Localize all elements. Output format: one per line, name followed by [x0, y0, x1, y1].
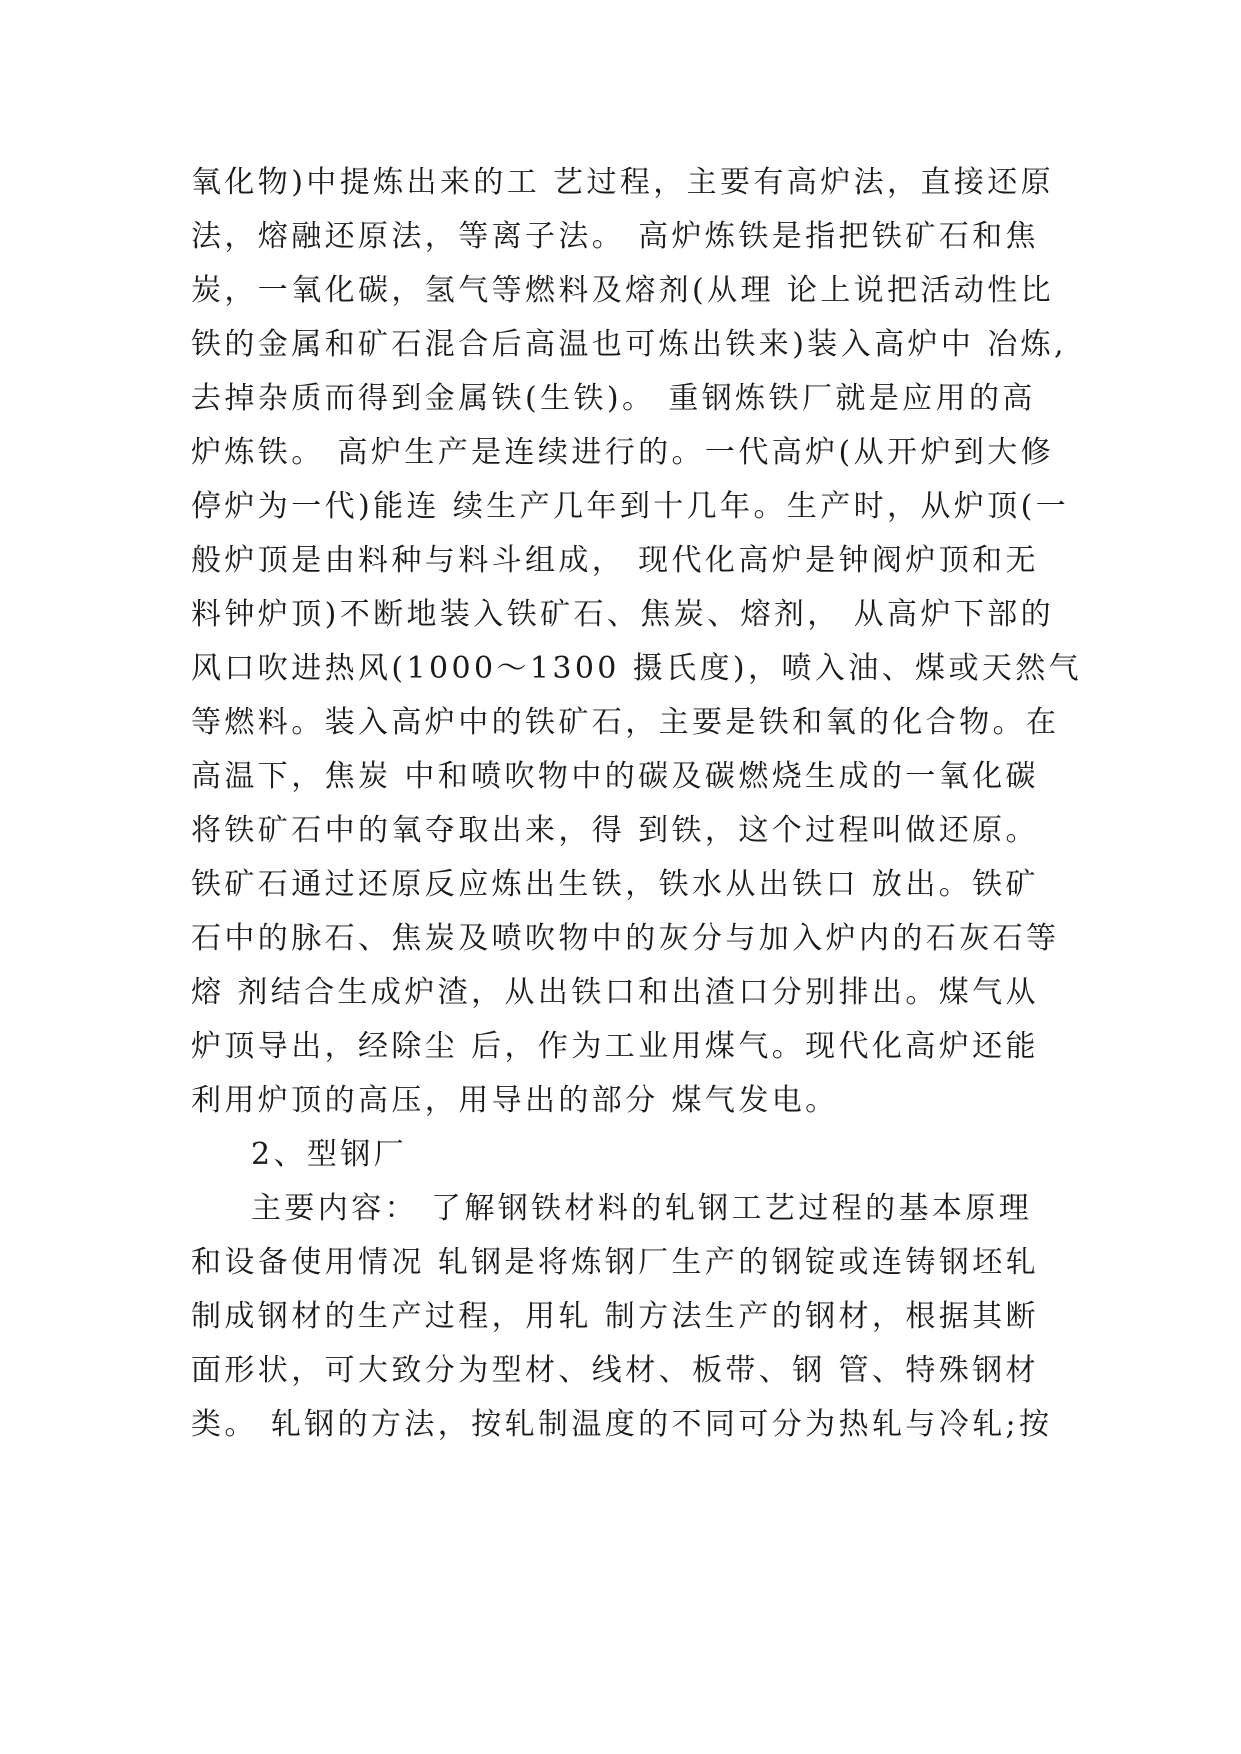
text-line: 般炉顶是由料种与料斗组成， 现代化高炉是钟阀炉顶和无 [191, 543, 1039, 578]
text-line: 利用炉顶的高压，用导出的部分 煤气发电。 [191, 1083, 839, 1118]
text-line: 停炉为一代)能连 续生产几年到十几年。生产时，从炉顶(一 [191, 489, 1070, 524]
body-text [191, 156, 1083, 1452]
text-line: 料钟炉顶)不断地装入铁矿石、焦炭、熔剂， 从高炉下部的 [191, 597, 1055, 632]
text-line: 炉炼铁。 高炉生产是连续进行的。一代高炉(从开炉到大修 [191, 435, 1055, 470]
text-line: 风口吹进热风(1000～1300 摄氏度)，喷入油、煤或天然气 [191, 651, 1083, 686]
text-line: 熔 剂结合生成炉渣，从出铁口和出渣口分别排出。煤气从 [191, 975, 1039, 1010]
text-line: 氧化物)中提炼出来的工 艺过程，主要有高炉法，直接还原 [191, 165, 1055, 200]
text-line: 类。 轧钢的方法，按轧制温度的不同可分为热轧与冷轧;按 [191, 1407, 1053, 1442]
section-heading: 2、型钢厂 [251, 1137, 408, 1172]
text-line: 去掉杂质而得到金属铁(生铁)。 重钢炼铁厂就是应用的高 [191, 381, 1036, 416]
text-line: 和设备使用情况 轧钢是将炼钢厂生产的钢锭或连铸钢坯轧 [191, 1245, 1039, 1280]
text-line: 等燃料。装入高炉中的铁矿石，主要是铁和氧的化合物。在 [191, 705, 1060, 740]
text-line: 制成钢材的生产过程，用轧 制方法生产的钢材，根据其断 [191, 1299, 1039, 1334]
text-line: 面形状，可大致分为型材、线材、板带、钢 管、特殊钢材 [191, 1353, 1039, 1388]
text-line: 炉顶导出，经除尘 后，作为工业用煤气。现代化高炉还能 [191, 1029, 1039, 1064]
text-line: 石中的脉石、焦炭及喷吹物中的灰分与加入炉内的石灰石等 [191, 921, 1060, 956]
text-line: 铁的金属和矿石混合后高温也可炼出铁来)装入高炉中 冶炼, [191, 327, 1067, 362]
text-line: 高温下，焦炭 中和喷吹物中的碳及碳燃烧生成的一氧化碳 [191, 759, 1039, 794]
text-line: 法，熔融还原法，等离子法。 高炉炼铁是指把铁矿石和焦 [191, 219, 1039, 254]
text-line: 铁矿石通过还原反应炼出生铁，铁水从出铁口 放出。铁矿 [191, 867, 1039, 902]
text-line: 主要内容： 了解钢铁材料的轧钢工艺过程的基本原理 [251, 1191, 1033, 1226]
text-line: 将铁矿石中的氧夺取出来，得 到铁，这个过程叫做还原。 [191, 813, 1039, 848]
text-line: 炭，一氧化碳，氢气等燃料及熔剂(从理 论上说把活动性比 [191, 273, 1055, 308]
